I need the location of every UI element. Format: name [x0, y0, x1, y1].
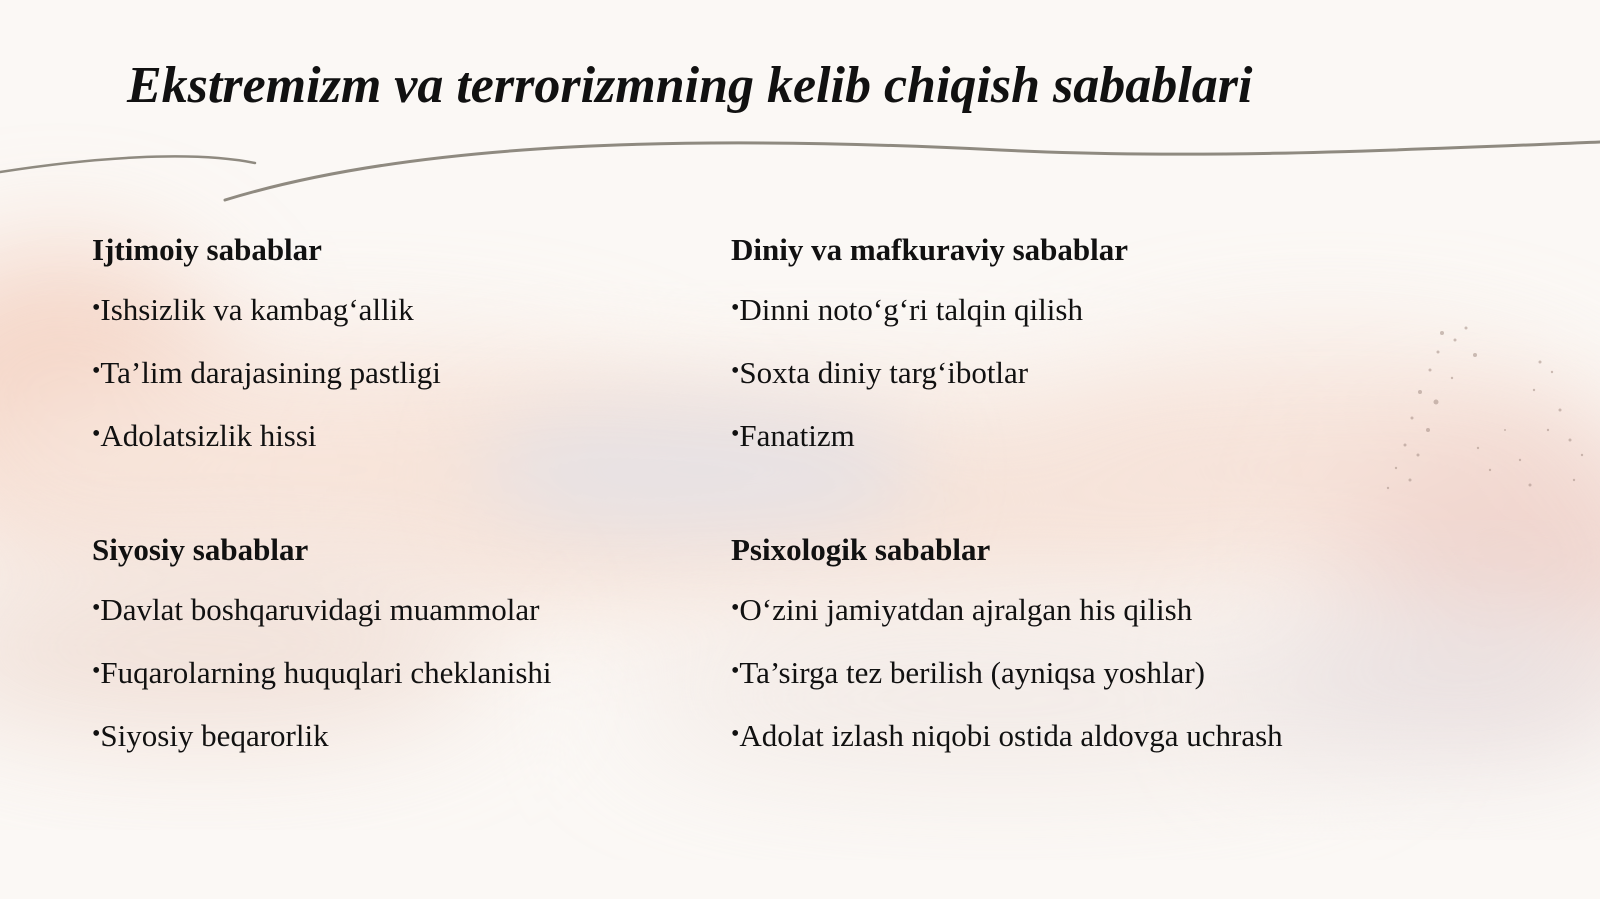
- list-item: •Ta’lim darajasining pastligi: [92, 355, 441, 390]
- list-item: •Ta’sirga tez berilish (ayniqsa yoshlar): [731, 655, 1205, 690]
- bullet-icon: •: [731, 295, 740, 321]
- bullet-list: [731, 292, 1128, 457]
- list-item: •Dinni noto‘g‘ri talqin qilish: [731, 292, 1083, 327]
- section-political-causes: [92, 532, 552, 757]
- bullet-icon: •: [92, 721, 101, 747]
- slide-title: Ekstremizm va terrorizmning kelib chiqish sabablari: [127, 57, 1253, 114]
- bullet-icon: •: [731, 421, 740, 447]
- bullet-icon: •: [92, 658, 101, 684]
- section-religious-ideological-causes: [731, 232, 1128, 457]
- section-heading: Diniy va mafkuraviy sabablar: [731, 232, 1129, 267]
- section-psychological-causes: [731, 532, 1283, 757]
- bullet-icon: •: [92, 295, 101, 321]
- list-item: •Adolat izlash niqobi ostida aldovga uchrash: [731, 718, 1283, 753]
- list-item: •Soxta diniy targ‘ibotlar: [731, 355, 1029, 390]
- list-item: •Davlat boshqaruvidagi muammolar: [92, 592, 540, 627]
- bullet-icon: •: [731, 358, 740, 384]
- bullet-list: [731, 592, 1283, 757]
- bullet-list: [92, 592, 552, 757]
- list-item: •Adolatsizlik hissi: [92, 418, 317, 453]
- bullet-icon: •: [731, 658, 740, 684]
- bullet-list: [92, 292, 441, 457]
- list-item: •Siyosiy beqarorlik: [92, 718, 329, 753]
- list-item: •O‘zini jamiyatdan ajralgan his qilish: [731, 592, 1193, 627]
- section-social-causes: [92, 232, 441, 457]
- bullet-icon: •: [731, 595, 740, 621]
- section-heading: Siyosiy sabablar: [92, 532, 309, 567]
- bullet-icon: •: [92, 421, 101, 447]
- list-item: •Fuqarolarning huquqlari cheklanishi: [92, 655, 552, 690]
- list-item: •Ishsizlik va kambag‘allik: [92, 292, 414, 327]
- section-heading: Ijtimoiy sabablar: [92, 232, 322, 267]
- section-heading: Psixologik sabablar: [731, 532, 991, 567]
- decorative-brush-line: [0, 142, 1600, 200]
- bullet-icon: •: [731, 721, 740, 747]
- list-item: •Fanatizm: [731, 418, 855, 453]
- bullet-icon: •: [92, 595, 101, 621]
- bullet-icon: •: [92, 358, 101, 384]
